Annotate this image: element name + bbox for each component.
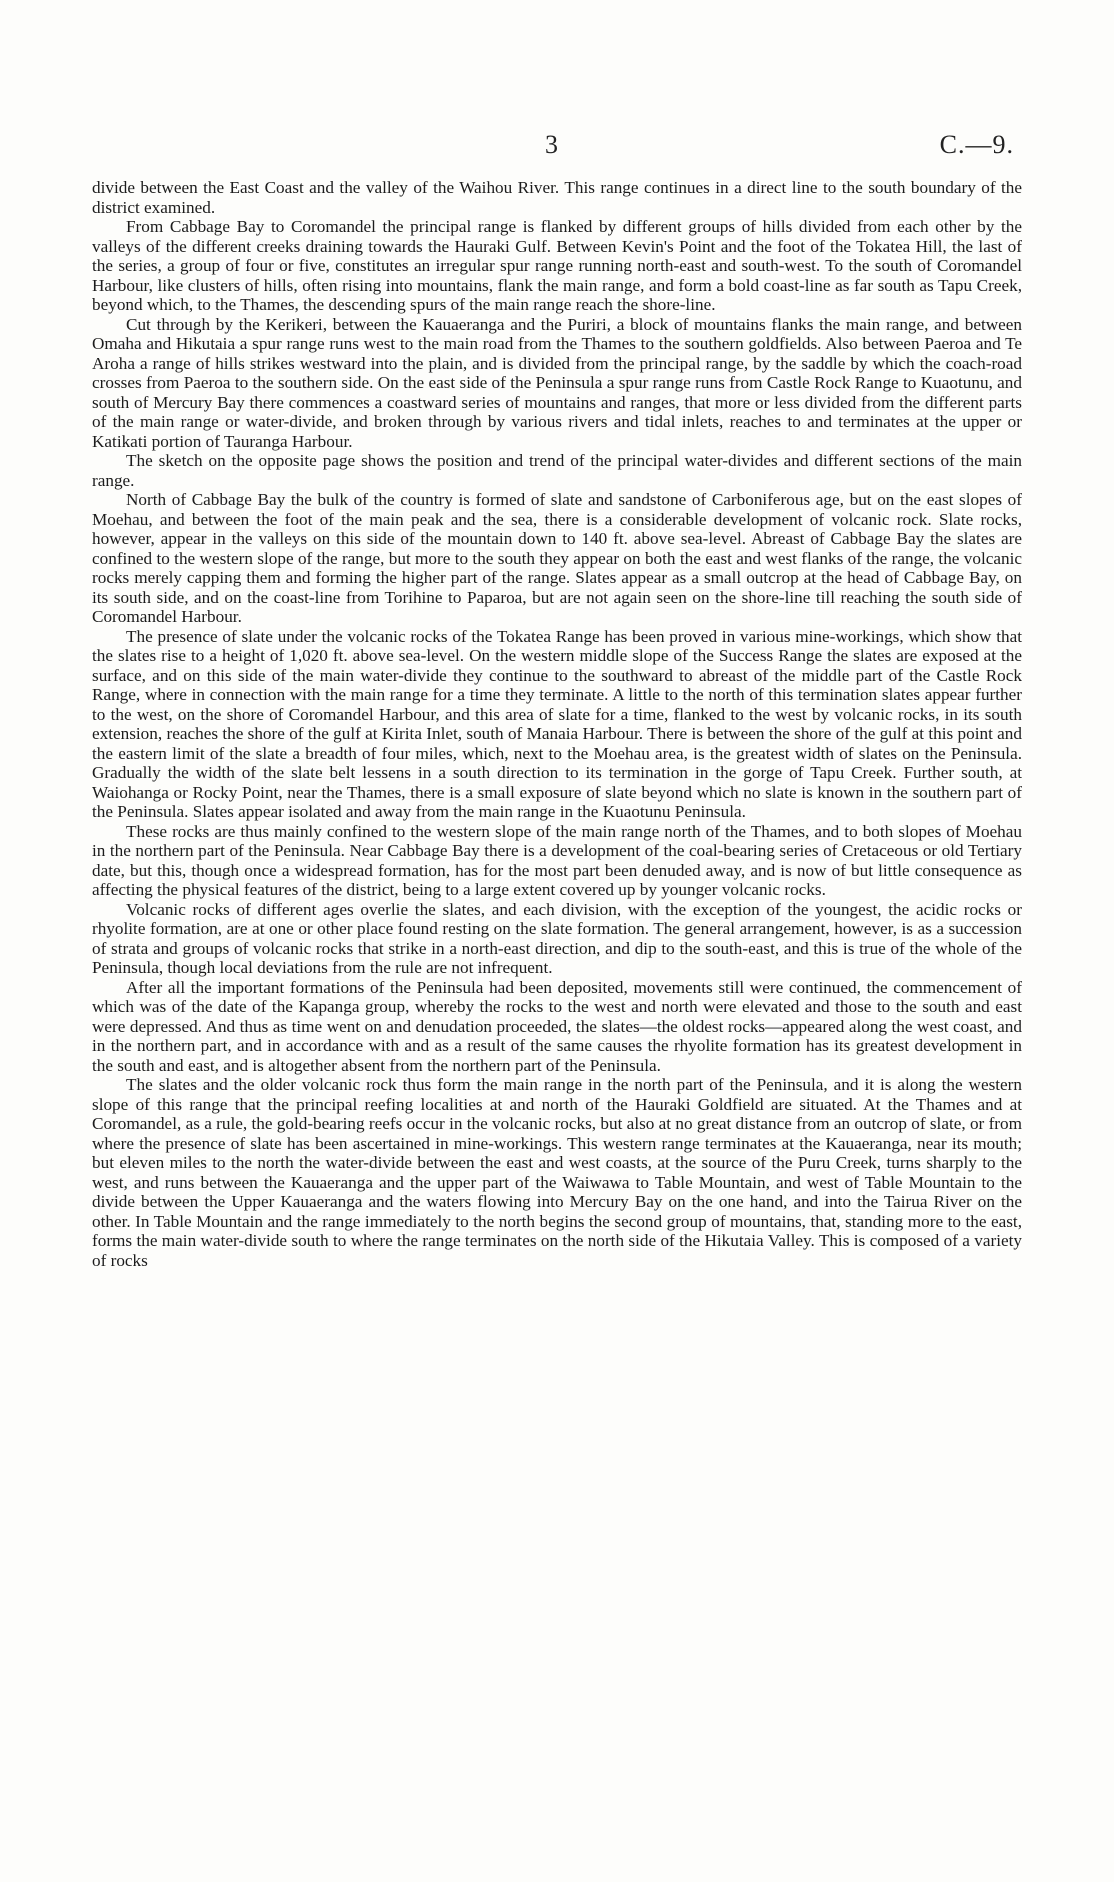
paragraph: The slates and the older volcanic rock thus form the main range in the north part of the Peninsula, and it is along the western slope of this range that the principal reefing localities at and north of the Hauraki Goldfield are situated. At the Thames and at Coromandel, as a rule, the gold-bearing reefs occur in the volcanic rocks, but also at no great distance from an outcrop of slate, or from where the presence of slate has been ascertained in mine-workings. This western range terminates at the Kauaeranga, near its mouth; but eleven miles to the north the water-divide between the east and west coasts, at the source of the Puru Creek, turns sharply to the west, and runs between the Kauaeranga and the upper part of the Waiwawa to Table Mountain, and west of Table Mountain to the divide between the Upper Kauaeranga and the waters flowing into Mercury Bay on the one hand, and into the Tairua River on the other. In Table Mountain and the range immediately to the north begins the second group of mountains, that, standing more to the east, forms the main water-divide south to where the range terminates on the north side of the Hikutaia Valley. This is composed of a variety of rocks: [92, 1075, 1022, 1270]
paragraph: Cut through by the Kerikeri, between the Kauaeranga and the Puriri, a block of mountains flanks the main range, and between Omaha and Hikutaia a spur range runs west to the main road from the Thames to the southern goldfields. Also between Paeroa and Te Aroha a range of hills strikes westward into the plain, and is divided from the principal range, by the saddle by which the coach-road crosses from Paeroa to the southern side. On the east side of the Peninsula a spur range runs from Castle Rock Range to Kuaotunu, and south of Mercury Bay there commences a coastward series of mountains and ranges, that more or less divided from the different parts of the main range or water-divide, and broken through by various rivers and tidal inlets, reaches to and terminates at the upper or Katikati portion of Tauranga Harbour.: [92, 314, 1022, 451]
document-reference: C.—9.: [939, 130, 1014, 159]
paragraph: Volcanic rocks of different ages overlie the slates, and each division, with the exception of the youngest, the acidic rocks or rhyolite formation, are at one or other place found resting on the slate formation. The general arrangement, however, is as a succession of strata and groups of volcanic rocks that strike in a north-east direction, and dip to the south-east, and this is true of the whole of the Peninsula, though local deviations from the rule are not infrequent.: [92, 899, 1022, 977]
paragraph: divide between the East Coast and the valley of the Waihou River. This range continues in a direct line to the south boundary of the district examined.: [92, 178, 1022, 217]
paragraph: The presence of slate under the volcanic rocks of the Tokatea Range has been proved in various mine-workings, which show that the slates rise to a height of 1,020 ft. above sea-level. On the western middle slope of the Success Range the slates are exposed at the surface, and on this side of the main water-divide they continue to the southward to abreast of the middle part of the Castle Rock Range, where in connection with the main range for a time they terminate. A little to the north of this termination slates appear further to the west, on the shore of Coromandel Harbour, and this area of slate for a time, flanked to the west by volcanic rocks, in its south extension, reaches the shore of the gulf at Kirita Inlet, south of Manaia Harbour. There is between the shore of the gulf at this point and the eastern limit of the slate a breadth of four miles, which, next to the Moehau area, is the greatest width of slates on the Peninsula. Gradually the width of the slate belt lessens in a south direction to its termination in the gorge of Tapu Creek. Further south, at Waiohanga or Rocky Point, near the Thames, there is a small exposure of slate beyond which no slate is known in the southern part of the Peninsula. Slates appear isolated and away from the main range in the Kuaotunu Peninsula.: [92, 626, 1022, 821]
paragraph: These rocks are thus mainly confined to the western slope of the main range north of the Thames, and to both slopes of Moehau in the northern part of the Peninsula. Near Cabbage Bay there is a development of the coal-bearing series of Cretaceous or old Tertiary date, but this, though once a widespread formation, has for the most part been denuded away, and is now of but little consequence as affecting the physical features of the district, being to a large extent covered up by younger volcanic rocks.: [92, 821, 1022, 899]
paragraph: The sketch on the opposite page shows the position and trend of the principal water-divides and different sections of the main range.: [92, 451, 1022, 490]
paragraph: North of Cabbage Bay the bulk of the country is formed of slate and sandstone of Carboniferous age, but on the east slopes of Moehau, and between the foot of the main peak and the sea, there is a considerable development of volcanic rock. Slate rocks, however, appear in the valleys on this side of the mountain down to 140 ft. above sea-level. Abreast of Cabbage Bay the slates are confined to the western slope of the range, but more to the south they appear on both the east and west flanks of the range, the volcanic rocks merely capping them and forming the higher part of the range. Slates appear as a small outcrop at the head of Cabbage Bay, on its south side, and on the coast-line from Torihine to Paparoa, but are not again seen on the shore-line till reaching the south side of Coromandel Harbour.: [92, 490, 1022, 626]
page-header: [0, 130, 1114, 164]
paragraph: From Cabbage Bay to Coromandel the principal range is flanked by different groups of hills divided from each other by the valleys of the different creeks draining towards the Hauraki Gulf. Between Kevin's Point and the foot of the Tokatea Hill, the last of the series, a group of four or five, constitutes an irregular spur range running north-east and south-west. To the south of Coromandel Harbour, like clusters of hills, often rising into mountains, flank the main range, and form a bold coast-line as far south as Tapu Creek, beyond which, to the Thames, the descending spurs of the main range reach the shore-line.: [92, 217, 1022, 314]
page-number: 3: [545, 130, 558, 159]
paragraph: After all the important formations of the Peninsula had been deposited, movements still were continued, the commencement of which was of the date of the Kapanga group, whereby the rocks to the west and north were elevated and those to the south and east were depressed. And thus as time went on and denudation proceeded, the slates—the oldest rocks—appeared along the west coast, and in the northern part, and in accordance with and as a result of the same causes the rhyolite formation has its greatest development in the south and east, and is altogether absent from the northern part of the Peninsula.: [92, 977, 1022, 1075]
body-text: [92, 178, 1022, 1270]
